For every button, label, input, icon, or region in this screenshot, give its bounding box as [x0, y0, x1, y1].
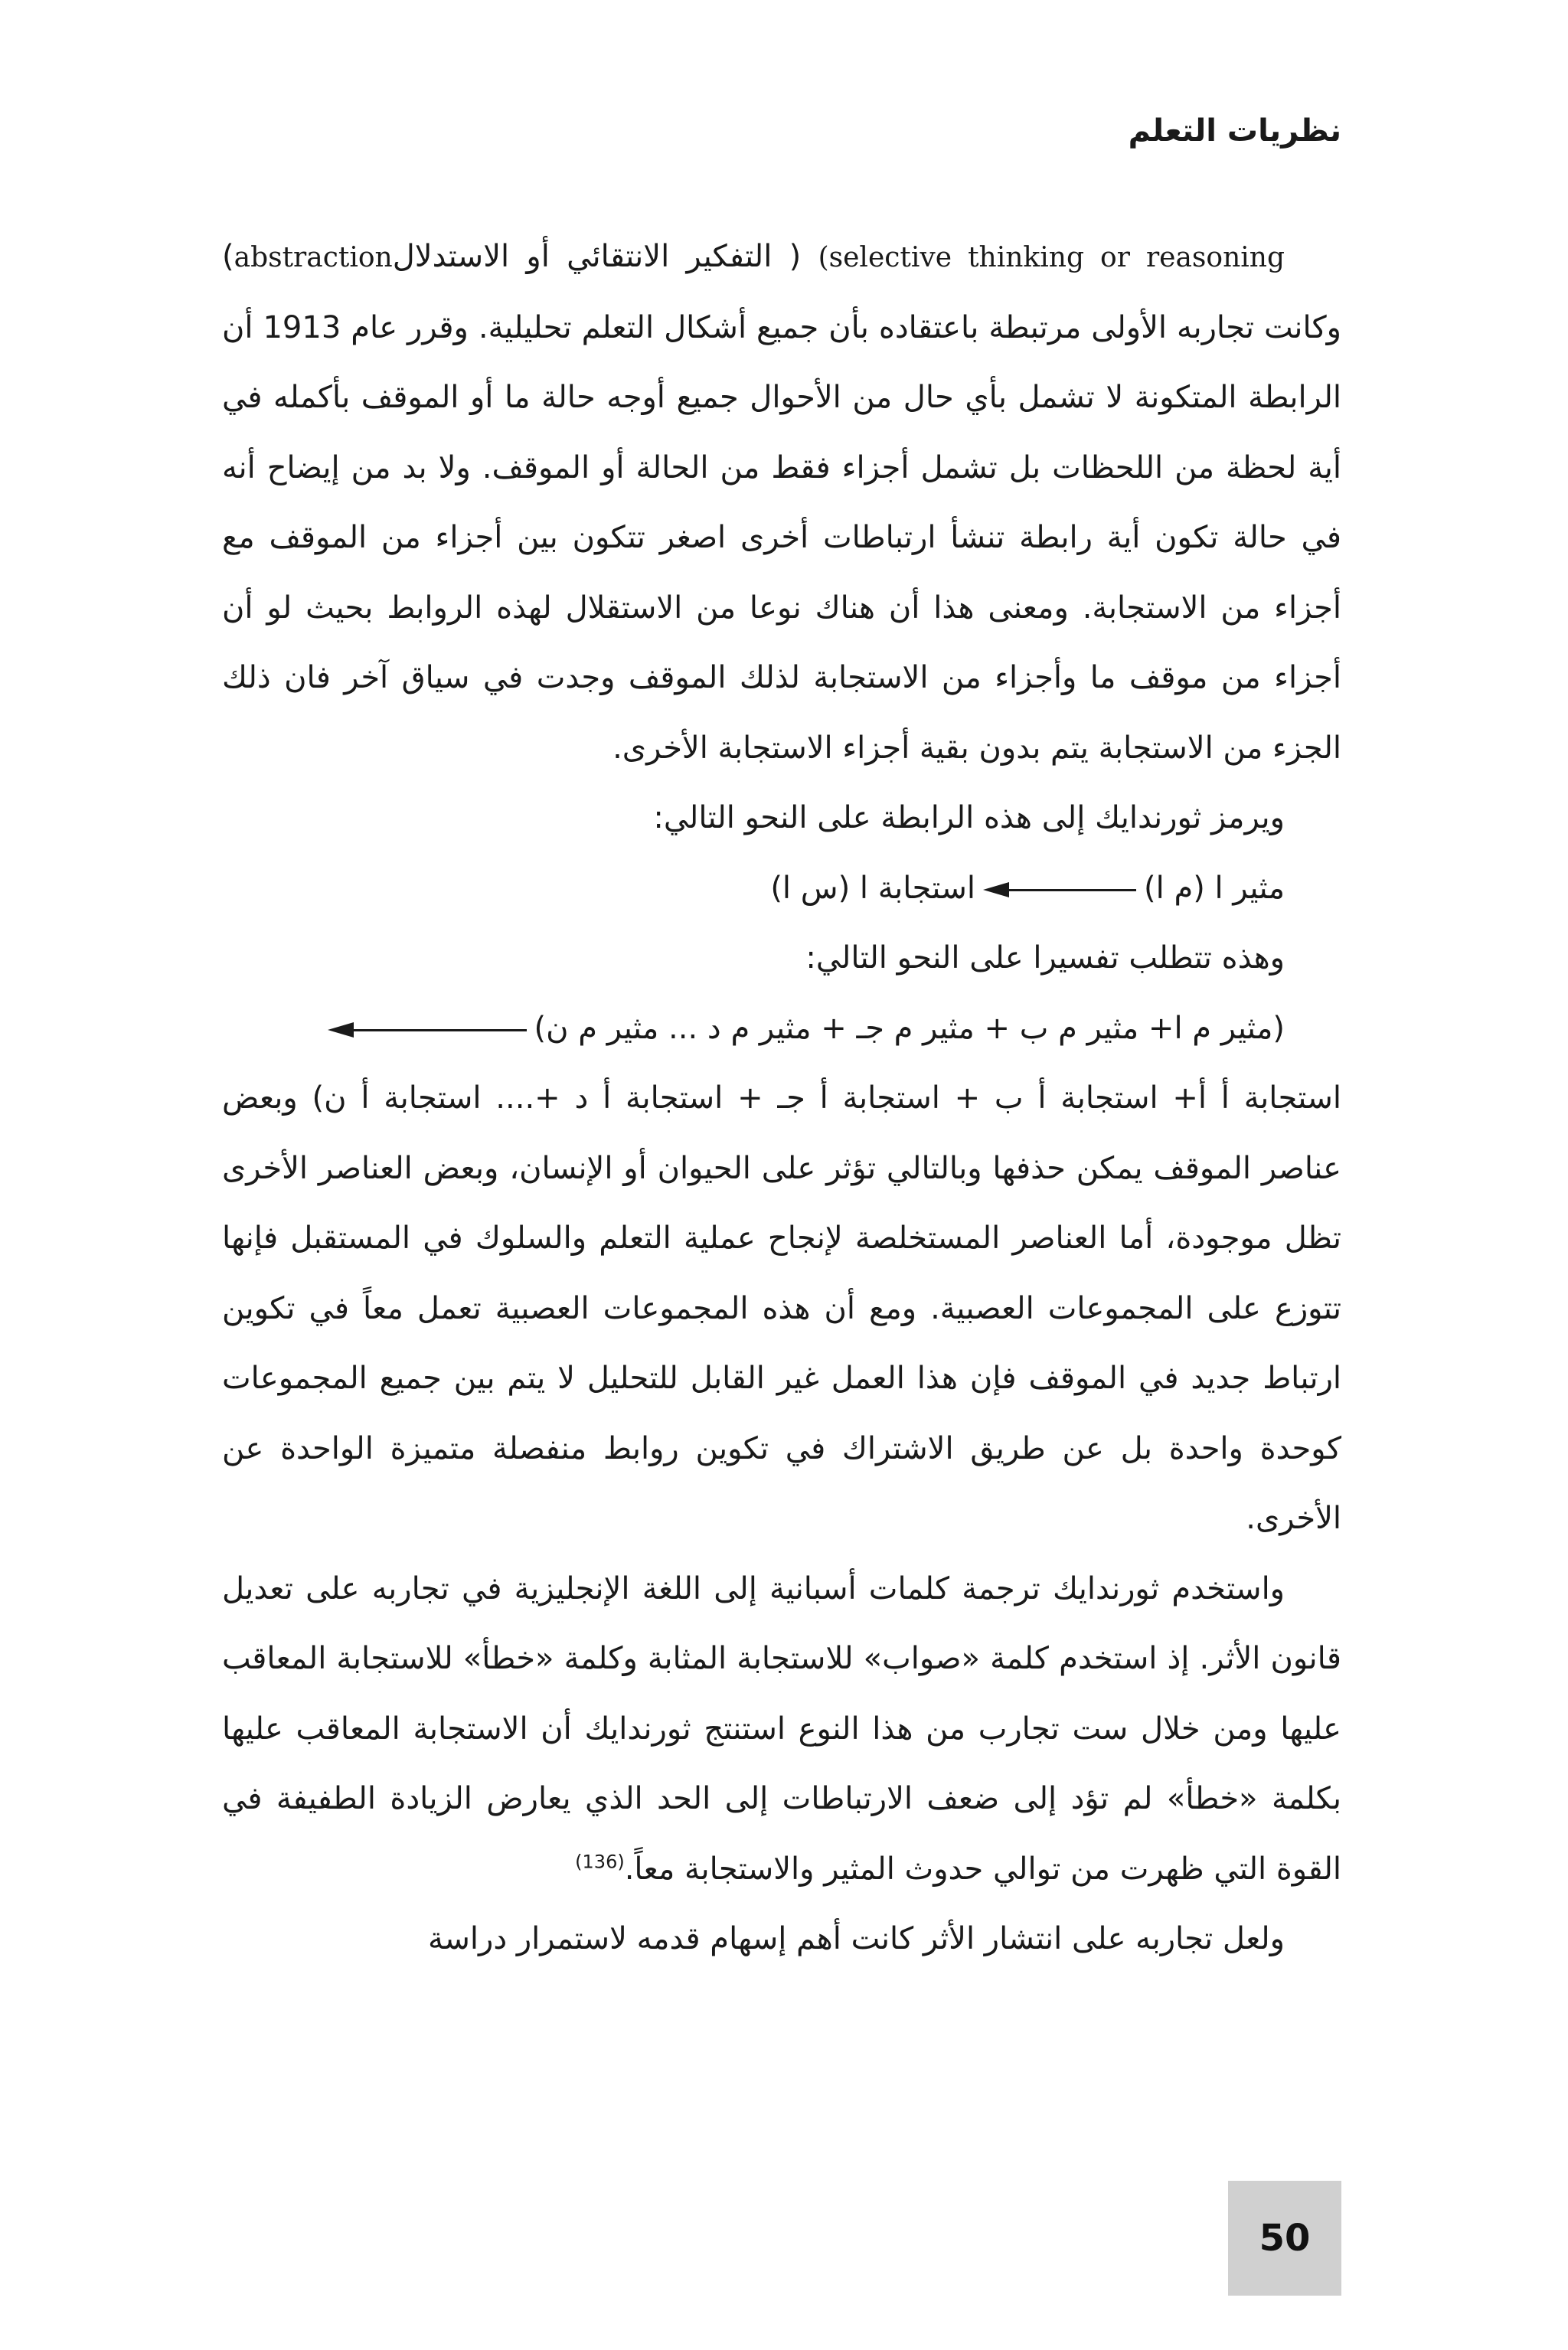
page-number: 50: [1259, 2217, 1311, 2260]
body-text: [222, 222, 1341, 1975]
footnote-reference: (136): [575, 1851, 625, 1873]
page-number-box: [1228, 2181, 1341, 2296]
paragraph-4: استجابة أ أ+ استجابة أ ب + استجابة أ جـ + استجابة أ د +.... استجابة أ ن) وبعض عناصر الموقف يمكن حذفها وبالتالي تؤثر على الحيوان أو الإنسان، وبعض العناصر الأخرى تظل موجودة، أما العناصر المستخلصة لإنجاح عملية التعلم والسلوك في المستقبل فإنها تتوزع على المجموعات العصبية. ومع أن هذه المجموعات العصبية تعمل معاً في تكوين ارتباط جديد في الموقف فإن هذا العمل غير القابل للتحليل لا يتم بين جميع المجموعات كوحدة واحدة بل عن طريق الاشتراك في تكوين روابط منفصلة متميزة الواحدة عن الأخرى.: [222, 1080, 1341, 1536]
paragraph-1: (selective thinking or reasoning ( التفكير الانتقائي أو الاستدلالabstraction) وكانت تجاربه الأولى مرتبطة باعتقاده بأن جميع أشكال التعلم تحليلية. وقرر عام 1913 أن الرابطة المتكونة لا تشمل بأي حال من الأحوال جميع أوجه حالة ما أو الموقف بأكمله في أية لحظة من اللحظات بل تشمل أجزاء فقط من الحالة أو الموقف. ولا بد من إيضاح أنه في حالة تكون أية رابطة تنشأ ارتباطات أخرى اصغر تتكون بين أجزاء من الموقف مع أجزاء من الاستجابة. ومعنى هذا أن هناك نوعا من الاستقلال لهذه الروابط بحيث لو أن أجزاء من موقف ما وأجزاء من الاستجابة لذلك الموقف وجدت في سياق آخر فان ذلك الجزء من الاستجابة يتم بدون بقية أجزاء الاستجابة الأخرى.: [222, 239, 1341, 766]
formula-1-response: استجابة ا (س ا): [770, 870, 976, 906]
arabic-term-phrase: ( التفكير الانتقائي أو الاستدلال: [392, 239, 802, 274]
paragraph-5: [222, 1554, 1341, 1905]
english-term-abstraction: abstraction: [234, 242, 393, 273]
paragraph-2: ويرمز ثورندايك إلى هذه الرابطة على النحو التالي:: [653, 800, 1285, 835]
english-term-phrase: (selective thinking or reasoning: [818, 242, 1285, 273]
left-arrow-icon: [983, 882, 1136, 897]
formula-1: [222, 854, 1341, 924]
formula-2-stimuli: (مثير م ا+ مثير م ب + مثير م جـ + مثير م د ... مثير م ن): [534, 1010, 1285, 1046]
paragraph-3: وهذه تتطلب تفسيرا على النحو التالي:: [805, 940, 1285, 976]
paragraph-1-continuation: وكانت تجاربه الأولى مرتبطة باعتقاده بأن جميع أشكال التعلم تحليلية. وقرر عام 1913 أن الرابطة المتكونة لا تشمل بأي حال من الأحوال جميع أوجه حالة ما أو الموقف بأكمله في أية لحظة من اللحظات بل تشمل أجزاء فقط من الحالة أو الموقف. ولا بد من إيضاح أنه في حالة تكون أية رابطة تنشأ ارتباطات أخرى اصغر تتكون بين أجزاء من الموقف مع أجزاء من الاستجابة. ومعنى هذا أن هناك نوعا من الاستقلال لهذه الروابط بحيث لو أن أجزاء من موقف ما وأجزاء من الاستجابة لذلك الموقف وجدت في سياق آخر فان ذلك الجزء من الاستجابة يتم بدون بقية أجزاء الاستجابة الأخرى.: [222, 309, 1341, 766]
paragraph-5-text: واستخدم ثورندايك ترجمة كلمات أسبانية إلى اللغة الإنجليزية في تجاربه على تعديل قانون الأثر. إذ استخدم كلمة «صواب» للاستجابة المثابة وكلمة «خطأ» للاستجابة المعاقب عليها ومن خلال ست تجارب من هذا النوع استنتج ثورندايك أن الاستجابة المعاقب عليها بكلمة «خطأ» لم تؤد إلى ضعف الارتباطات إلى الحد الذي يعارض الزيادة الطفيفة في القوة التي ظهرت من توالي حدوث المثير والاستجابة معاً.: [222, 1570, 1341, 1887]
formula-1-stimulus: مثير ا (م ا): [1144, 870, 1285, 906]
paragraph-6: ولعل تجاربه على انتشار الأثر كانت أهم إسهام قدمه لاستمرار دراسة: [427, 1921, 1285, 1956]
running-header-title: نظريات التعلم: [1128, 113, 1341, 149]
formula-2: [222, 994, 1341, 1064]
long-left-arrow-icon: [328, 1022, 527, 1038]
